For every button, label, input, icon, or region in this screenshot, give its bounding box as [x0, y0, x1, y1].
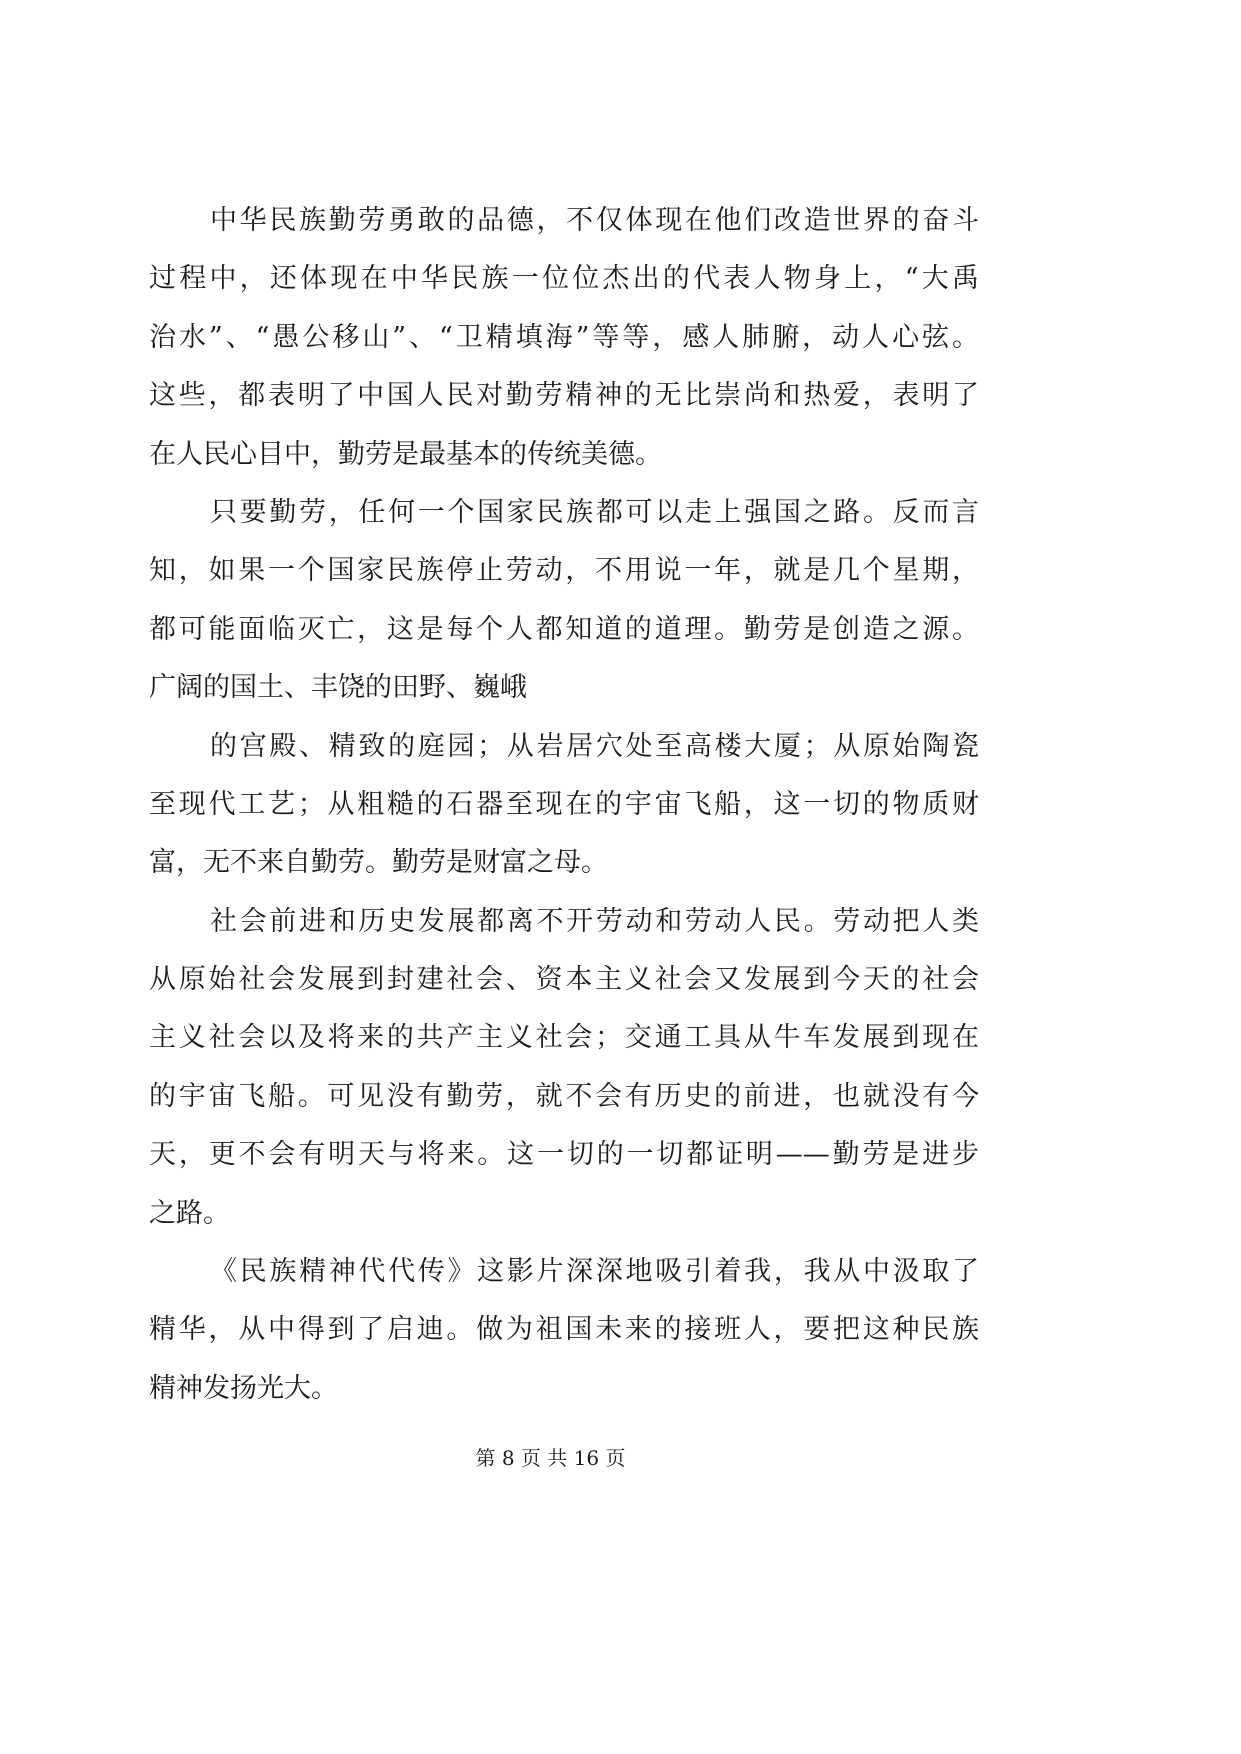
body-text: [149, 192, 979, 1418]
text-line: 知，如果一个国家民族停止劳动，不用说一年，就是几个星期，: [149, 555, 979, 587]
text-line: 从原始社会发展到封建社会、资本主义社会又发展到今天的社会: [149, 964, 979, 996]
text-line: 这些，都表明了中国人民对勤劳精神的无比崇尚和热爱，表明了: [149, 380, 979, 412]
text-line: 天，更不会有明天与将来。这一切的一切都证明——勤劳是进步: [149, 1139, 979, 1171]
text-line: 在人民心目中，勤劳是最基本的传统美德。: [149, 438, 662, 470]
text-line: 《民族精神代代传》这影片深深地吸引着我，我从中汲取了: [210, 1256, 979, 1288]
text-line: 至现代工艺；从粗糙的石器至现在的宇宙飞船，这一切的物质财: [149, 788, 979, 820]
page-number-footer: 第 8 页 共 16 页: [475, 1446, 626, 1470]
text-line: 社会前进和历史发展都离不开劳动和劳动人民。劳动把人类: [210, 905, 979, 937]
text-line: 治水”、“愚公移山”、“卫精填海”等等，感人肺腑，动人心弦。: [149, 321, 979, 353]
text-line: 广阔的国土、丰饶的田野、巍峨: [149, 672, 527, 704]
text-line: 都可能面临灭亡，这是每个人都知道的道理。勤劳是创造之源。: [149, 613, 979, 645]
text-line: 过程中，还体现在中华民族一位位杰出的代表人物身上，“大禹: [149, 263, 979, 295]
text-line: 富，无不来自勤劳。勤劳是财富之母。: [149, 847, 608, 879]
text-line: 精华，从中得到了启迪。做为祖国未来的接班人，要把这种民族: [149, 1314, 979, 1346]
text-line: 只要勤劳，任何一个国家民族都可以走上强国之路。反而言: [210, 496, 979, 528]
text-line: 的宇宙飞船。可见没有勤劳，就不会有历史的前进，也就没有今: [149, 1080, 979, 1112]
text-line: 主义社会以及将来的共产主义社会；交通工具从牛车发展到现在: [149, 1022, 979, 1054]
text-line: 中华民族勤劳勇敢的品德，不仅体现在他们改造世界的奋斗: [210, 205, 979, 236]
text-line: 的宫殿、精致的庭园；从岩居穴处至高楼大厦；从原始陶瓷: [210, 730, 979, 762]
text-line: 精神发扬光大。: [149, 1372, 338, 1404]
text-line: 之路。: [149, 1197, 230, 1229]
